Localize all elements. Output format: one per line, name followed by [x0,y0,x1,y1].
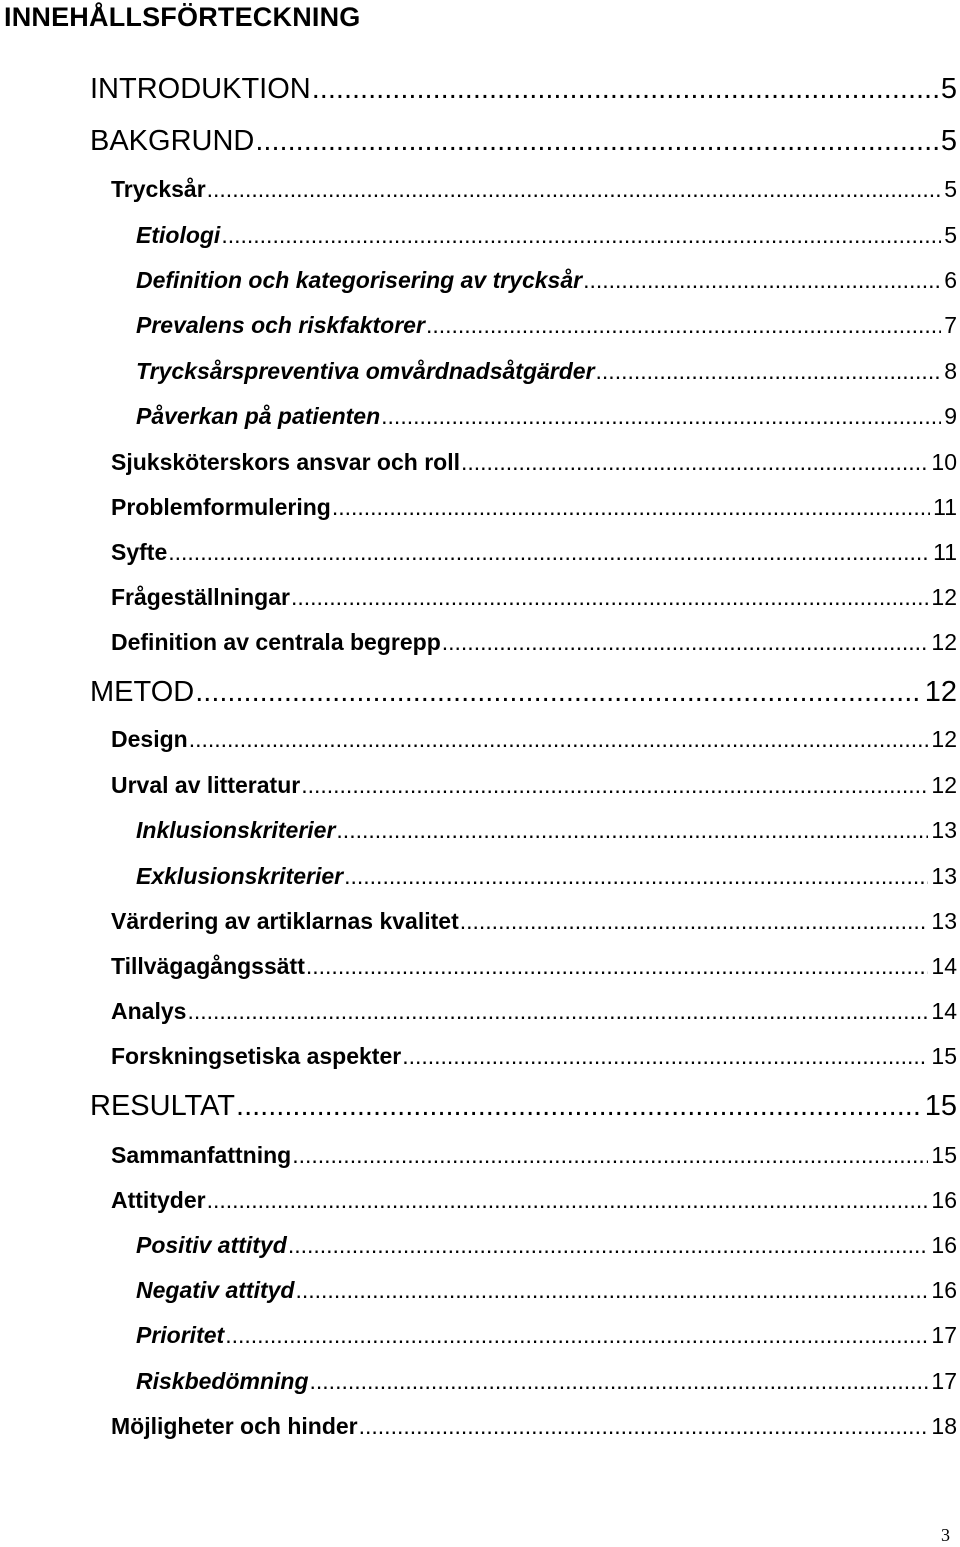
toc-entry[interactable] [136,1320,957,1350]
toc-entry-page: 7 [944,312,957,338]
toc-entry[interactable] [111,537,957,567]
toc-entry-page: 13 [931,817,957,843]
toc-entry-page: 6 [944,267,957,293]
toc-entry[interactable] [111,447,957,477]
toc-dot-leader [332,492,930,522]
toc-entry-page: 13 [931,863,957,889]
toc-dot-leader [301,770,928,800]
toc-entry-page: 8 [944,358,957,384]
toc-dot-leader [442,627,929,657]
toc-entry-title: Påverkan på patienten [136,403,381,429]
toc-entry-page: 17 [931,1368,957,1394]
toc-entry-page: 11 [933,494,957,520]
toc-entry[interactable] [111,951,957,981]
toc-dot-leader [292,1140,928,1170]
toc-dot-leader [310,1366,929,1396]
toc-dot-leader [461,447,928,477]
toc-entry-title: Trycksårspreventiva omvårdnadsåtgärder [136,358,595,384]
toc-entry-title: Prevalens och riskfaktorer [136,312,425,338]
toc-entry[interactable] [136,1275,957,1305]
toc-dot-leader [402,1041,928,1071]
toc-entry-page: 12 [931,726,957,752]
toc-entry[interactable] [111,1140,957,1170]
toc-entry[interactable] [111,627,957,657]
toc-entry-title: Attityder [111,1187,206,1213]
toc-entry-title: Trycksår [111,176,206,202]
toc-entry-page: 15 [931,1043,957,1069]
toc-entry-title: Möjligheter och hinder [111,1413,358,1439]
toc-entry-title: Problemformulering [111,494,331,520]
toc-dot-leader [168,537,930,567]
toc-entry[interactable] [136,220,957,250]
toc-entry[interactable] [111,582,957,612]
toc-entry[interactable] [111,770,957,800]
toc-entry-title: Positiv attityd [136,1232,287,1258]
toc-entry-page: 14 [931,953,957,979]
toc-entry-page: 14 [931,998,957,1024]
toc-dot-leader [288,1230,929,1260]
toc-entry[interactable] [90,124,957,158]
toc-entry-title: Inklusionskriterier [136,817,336,843]
toc-dot-leader [295,1275,928,1305]
toc-entry-page: 17 [931,1322,957,1348]
toc-entry[interactable] [136,1366,957,1396]
toc-entry-page: 16 [931,1187,957,1213]
toc-entry-page: 5 [940,73,957,105]
toc-entry-title: Definition av centrala begrepp [111,629,441,655]
toc-entry-title: Riskbedömning [136,1368,309,1394]
toc-dot-leader [207,174,942,204]
toc-dot-leader [460,906,929,936]
toc-entry-page: 5 [944,176,957,202]
toc-entry-title: Syfte [111,539,168,565]
toc-entry-title: Analys [111,998,187,1024]
toc-dot-leader [187,996,928,1026]
toc-entry-title: Tillvägagångssätt [111,953,305,979]
toc-entry[interactable] [90,72,957,106]
page-number: 3 [941,1525,950,1545]
toc-entry-page: 5 [944,222,957,248]
toc-dot-leader [225,1320,928,1350]
toc-entry-page: 9 [944,403,957,429]
toc-entry-title: BAKGRUND [90,125,255,157]
toc-entry-page: 10 [931,449,957,475]
toc-dot-leader [236,1089,922,1123]
toc-entry[interactable] [111,492,957,522]
toc-entry-page: 18 [931,1413,957,1439]
toc-dot-leader [596,356,942,386]
toc-entry[interactable] [136,401,957,431]
toc-dot-leader [291,582,928,612]
toc-entry[interactable] [136,1230,957,1260]
toc-entry-page: 16 [931,1277,957,1303]
toc-entry-page: 12 [931,584,957,610]
toc-entry-title: Definition och kategorisering av trycksår [136,267,583,293]
toc-entry-page: 15 [924,1090,957,1122]
toc-dot-leader [221,220,941,250]
toc-entry[interactable] [111,906,957,936]
toc-entry-title: Negativ attityd [136,1277,295,1303]
toc-entry-title: Exklusionskriterier [136,863,344,889]
toc-entry-page: 12 [924,676,957,708]
toc-entry-title: Frågeställningar [111,584,290,610]
toc-entry-title: Värdering av artiklarnas kvalitet [111,908,459,934]
toc-dot-leader [336,815,928,845]
toc-entry[interactable] [111,1411,957,1441]
toc-entry[interactable] [111,996,957,1026]
toc-entry-title: Etiologi [136,222,221,248]
toc-dot-leader [189,724,929,754]
toc-entry[interactable] [136,356,957,386]
toc-entry-page: 5 [940,125,957,157]
toc-entry-title: Design [111,726,188,752]
toc-entry-page: 12 [931,772,957,798]
toc-entry[interactable] [136,815,957,845]
toc-dot-leader [312,72,938,106]
toc-entry-title: Forskningsetiska aspekter [111,1043,402,1069]
toc-entry[interactable] [136,310,957,340]
toc-dot-leader [359,1411,929,1441]
toc-dot-leader [426,310,941,340]
toc-entry[interactable] [90,675,957,709]
toc-entry-page: 15 [931,1142,957,1168]
toc-entry[interactable] [90,1089,957,1123]
toc-entry-title: RESULTAT [90,1090,236,1122]
toc-entry-page: 11 [933,539,957,565]
toc-entry-page: 12 [931,629,957,655]
toc-dot-leader [344,861,928,891]
toc-dot-leader [207,1185,929,1215]
toc-entry[interactable] [136,265,957,295]
toc-entry-title: METOD [90,676,195,708]
toc-entry-page: 16 [931,1232,957,1258]
toc-heading: INNEHÅLLSFÖRTECKNING [4,2,361,32]
toc-entry-page: 13 [931,908,957,934]
toc-entry[interactable] [111,174,957,204]
toc-entry-title: Sjuksköterskors ansvar och roll [111,449,460,475]
toc-dot-leader [583,265,941,295]
toc-dot-leader [195,675,922,709]
toc-entry[interactable] [111,1185,957,1215]
toc-dot-leader [306,951,929,981]
toc-entry-title: Urval av litteratur [111,772,301,798]
toc-dot-leader [381,401,941,431]
toc-entry[interactable] [111,724,957,754]
toc-entry-title: Prioritet [136,1322,225,1348]
toc-entry-title: INTRODUKTION [90,73,311,105]
toc-entry-title: Sammanfattning [111,1142,292,1168]
toc-entry[interactable] [136,861,957,891]
toc-entry[interactable] [111,1041,957,1071]
toc-dot-leader [255,124,938,158]
